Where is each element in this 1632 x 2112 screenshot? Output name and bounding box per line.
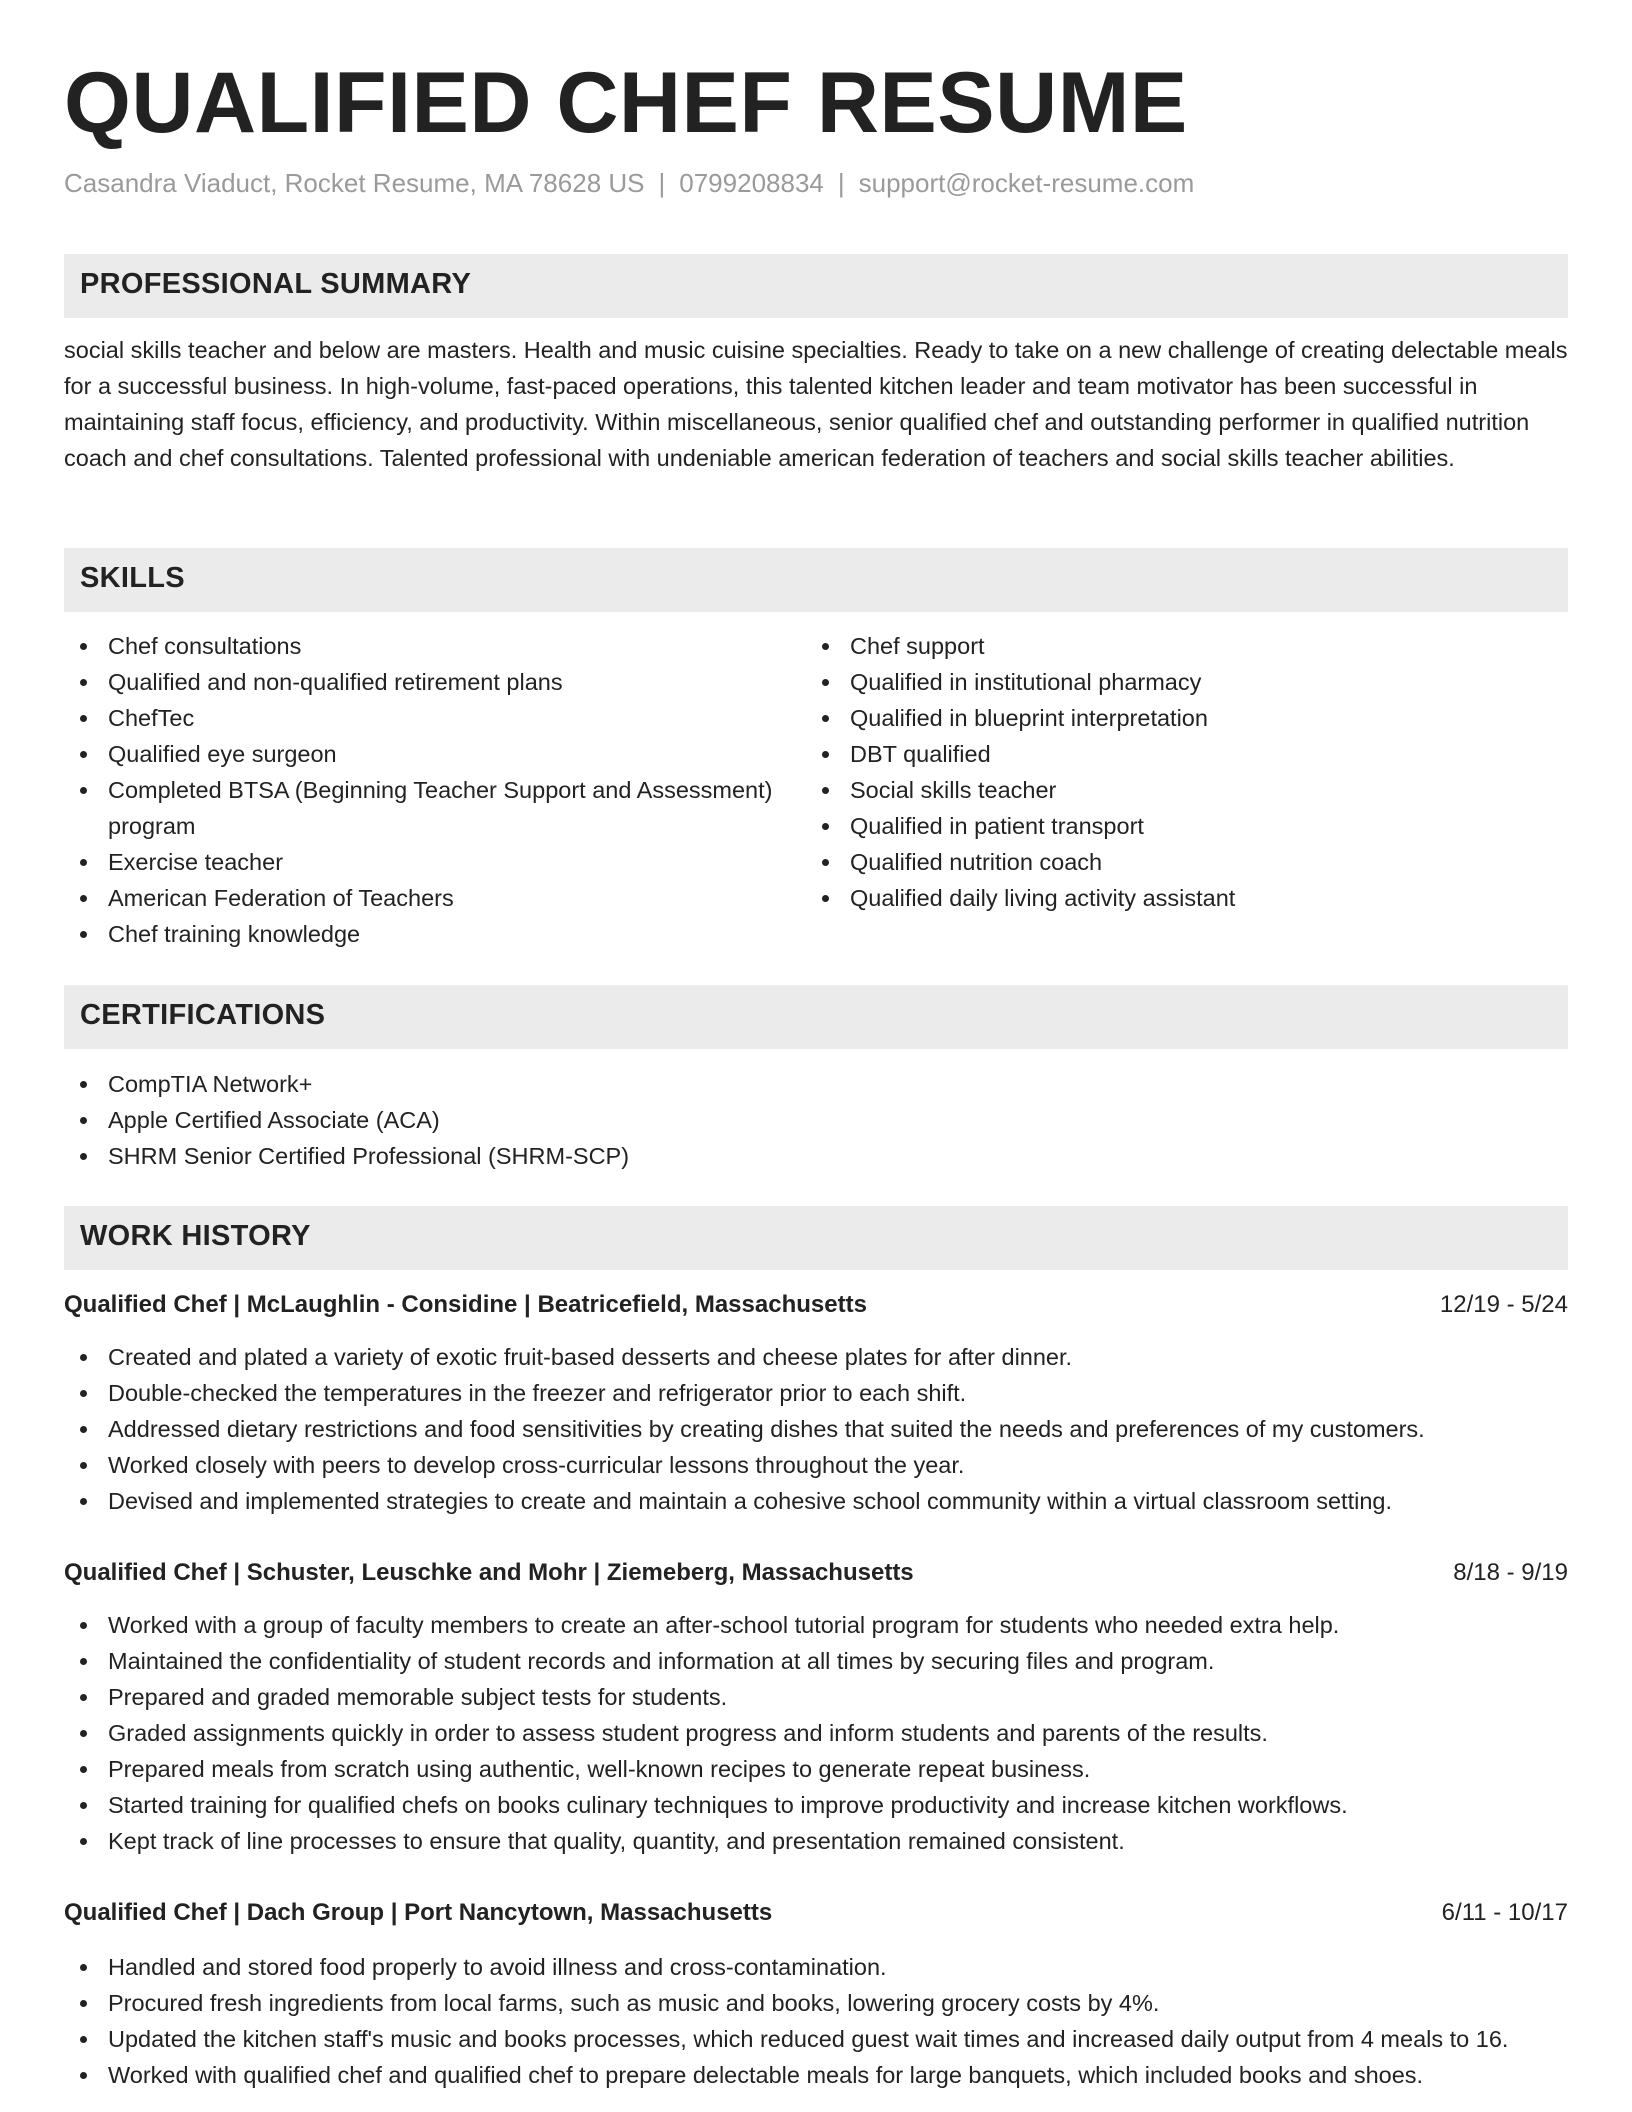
job-bullet: Addressed dietary restrictions and food sensitivities by creating dishes that suited the needs and preferences of my customers.: [64, 1411, 1568, 1447]
job-bullets: [64, 1607, 1568, 1859]
certification-item: SHRM Senior Certified Professional (SHRM-SCP): [64, 1138, 1568, 1174]
skill-item: Qualified and non-qualified retirement plans: [64, 664, 824, 700]
skills-list-left: [64, 628, 824, 952]
resume-title: QUALIFIED CHEF RESUME: [64, 55, 1188, 151]
skill-item: Qualified nutrition coach: [806, 844, 1566, 880]
job-bullet: Worked with qualified chef and qualified chef to prepare delectable meals for large banquets, which included books and shoes.: [64, 2057, 1568, 2093]
contact-line: [64, 168, 1194, 199]
skill-item: Social skills teacher: [806, 772, 1566, 808]
section-title-summary: PROFESSIONAL SUMMARY: [80, 268, 472, 300]
contact-separator: |: [837, 168, 845, 198]
job-dates: 12/19 - 5/24: [1439, 1291, 1568, 1318]
job-bullets: [64, 1949, 1568, 2093]
certification-item: Apple Certified Associate (ACA): [64, 1102, 1568, 1138]
job-bullet: Worked with a group of faculty members to create an after-school tutorial program for students who needed extra help.: [64, 1607, 1568, 1643]
section-header-work-history: [64, 1206, 1568, 1270]
section-title-skills: SKILLS: [80, 562, 185, 594]
skill-item: Chef training knowledge: [64, 916, 824, 952]
job-title: Qualified Chef | Dach Group | Port Nancytown, Massachusetts: [64, 1899, 773, 1926]
job-bullet: Devised and implemented strategies to create and maintain a cohesive school community within a virtual classroom setting.: [64, 1483, 1568, 1519]
certifications-list: [64, 1066, 1568, 1174]
section-header-summary: [64, 254, 1568, 318]
job-bullet: Prepared and graded memorable subject tests for students.: [64, 1679, 1568, 1715]
job-bullet: Created and plated a variety of exotic fruit-based desserts and cheese plates for after dinner.: [64, 1339, 1568, 1375]
skill-item: DBT qualified: [806, 736, 1566, 772]
skill-item: American Federation of Teachers: [64, 880, 824, 916]
summary-text: social skills teacher and below are masters. Health and music cuisine specialties. Ready to take on a new challenge of creating delectable meals for a successful business. In high-volume, fast-paced operations, this talented kitchen leader and team motivator has been successful in maintaining staff focus, efficiency, and productivity. Within miscellaneous, senior qualified chef and outstanding performer in qualified nutrition coach and chef consultations. Talented professional with undeniable american federation of teachers and social skills teacher abilities.: [64, 337, 1568, 471]
job-bullet: Handled and stored food properly to avoid illness and cross-contamination.: [64, 1949, 1568, 1985]
skill-item: Qualified in patient transport: [806, 808, 1566, 844]
skill-item: Completed BTSA (Beginning Teacher Support and Assessment) program: [64, 772, 824, 844]
contact-phone: 0799208834: [679, 168, 824, 198]
contact-address: Casandra Viaduct, Rocket Resume, MA 78628 US: [64, 168, 645, 198]
job-bullet: Worked closely with peers to develop cross-curricular lessons throughout the year.: [64, 1447, 1568, 1483]
job-bullet: Kept track of line processes to ensure that quality, quantity, and presentation remained consistent.: [64, 1823, 1568, 1859]
skill-item: Chef consultations: [64, 628, 824, 664]
job-bullet: Prepared meals from scratch using authentic, well-known recipes to generate repeat business.: [64, 1751, 1568, 1787]
job-bullet: Double-checked the temperatures in the freezer and refrigerator prior to each shift.: [64, 1375, 1568, 1411]
job-bullet: Procured fresh ingredients from local farms, such as music and books, lowering grocery costs by 4%.: [64, 1985, 1568, 2021]
contact-separator: |: [658, 168, 666, 198]
job-bullet: Graded assignments quickly in order to assess student progress and inform students and parents of the results.: [64, 1715, 1568, 1751]
skill-item: ChefTec: [64, 700, 824, 736]
section-title-work-history: WORK HISTORY: [80, 1220, 311, 1252]
skill-item: Qualified in institutional pharmacy: [806, 664, 1566, 700]
skill-item: Qualified in blueprint interpretation: [806, 700, 1566, 736]
skill-item: Chef support: [806, 628, 1566, 664]
certification-item: CompTIA Network+: [64, 1066, 1568, 1102]
section-header-certifications: [64, 985, 1568, 1049]
section-title-certifications: CERTIFICATIONS: [80, 999, 326, 1031]
contact-email: support@rocket-resume.com: [858, 168, 1195, 198]
section-header-skills: [64, 548, 1568, 612]
skill-item: Qualified daily living activity assistant: [806, 880, 1566, 916]
skill-item: Exercise teacher: [64, 844, 824, 880]
job-title: Qualified Chef | Schuster, Leuschke and Mohr | Ziemeberg, Massachusetts: [64, 1559, 914, 1586]
job-bullet: Maintained the confidentiality of student records and information at all times by securing files and program.: [64, 1643, 1568, 1679]
job-bullet: Updated the kitchen staff's music and books processes, which reduced guest wait times and increased daily output from 4 meals to 16.: [64, 2021, 1568, 2057]
job-bullets: [64, 1339, 1568, 1519]
job-title: Qualified Chef | McLaughlin - Considine | Beatricefield, Massachusetts: [64, 1291, 867, 1318]
skill-item: Qualified eye surgeon: [64, 736, 824, 772]
job-dates: 8/18 - 9/19: [1453, 1559, 1568, 1586]
job-bullet: Started training for qualified chefs on books culinary techniques to improve productivity and increase kitchen workflows.: [64, 1787, 1568, 1823]
skills-list-right: [806, 628, 1566, 916]
job-dates: 6/11 - 10/17: [1441, 1899, 1568, 1926]
